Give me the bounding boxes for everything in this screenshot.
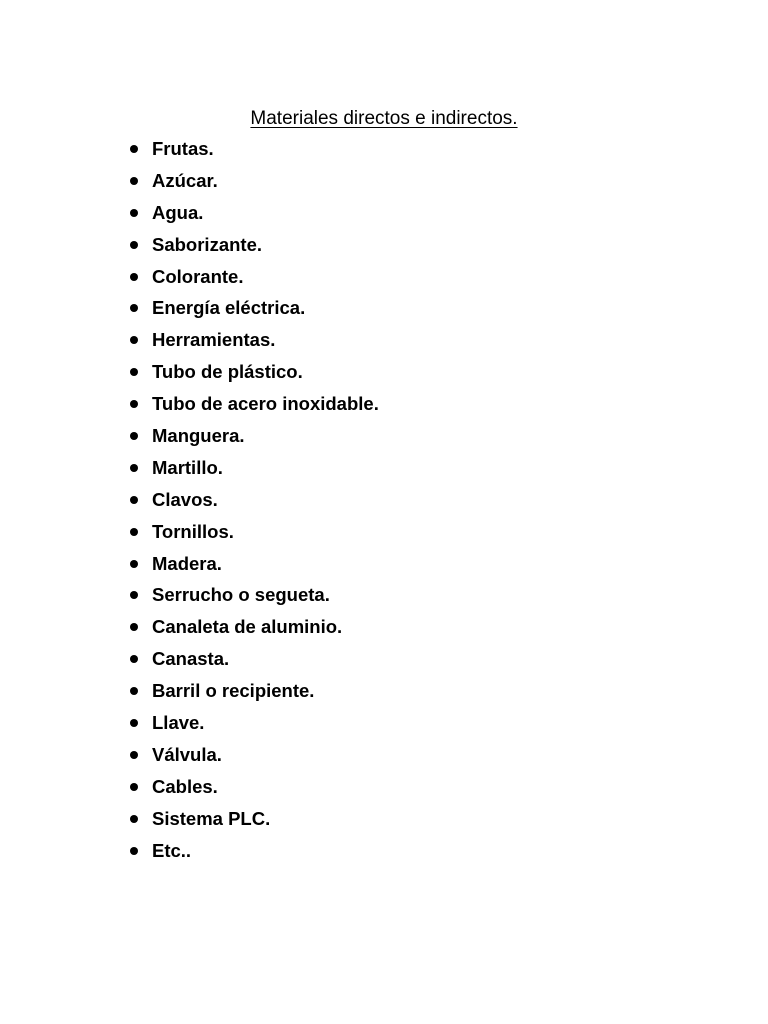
list-item-text: Canaleta de aluminio.: [152, 616, 343, 638]
list-item: [126, 197, 379, 229]
bullet-icon: [130, 623, 138, 631]
bullet-icon: [130, 209, 138, 217]
list-item: [126, 324, 379, 356]
list-item-text: Barril o recipiente.: [152, 680, 315, 702]
list-item: [126, 803, 379, 835]
bullet-icon: [130, 847, 138, 855]
list-item: [126, 516, 379, 548]
list-item-text: Colorante.: [152, 265, 244, 287]
bullet-icon: [130, 560, 138, 568]
page-title: [0, 105, 768, 133]
bullet-icon: [130, 496, 138, 504]
bullet-icon: [130, 687, 138, 695]
bullet-icon: [130, 655, 138, 663]
list-item-text: Herramientas.: [152, 329, 276, 351]
list-item-text: Energía eléctrica.: [152, 297, 306, 319]
bullet-icon: [130, 591, 138, 599]
list-item-text: Serrucho o segueta.: [152, 584, 330, 606]
list-item-text: Manguera.: [152, 425, 245, 447]
list-item-text: Clavos.: [152, 488, 218, 510]
list-item: [126, 579, 379, 611]
bullet-icon: [130, 528, 138, 536]
bullet-icon: [130, 719, 138, 727]
list-item: [126, 165, 379, 197]
list-item-text: Frutas.: [152, 138, 214, 159]
bullet-icon: [130, 368, 138, 376]
list-item: [126, 292, 379, 324]
bullet-icon: [130, 783, 138, 791]
list-item: [126, 771, 379, 803]
list-item: [126, 611, 379, 643]
list-item-text: Sistema PLC.: [152, 807, 271, 829]
bullet-icon: [130, 464, 138, 472]
list-item-text: Cables.: [152, 775, 218, 797]
list-item: [126, 229, 379, 261]
list-item: [126, 484, 379, 516]
list-item-text: Etc..: [152, 839, 192, 861]
list-item: [126, 739, 379, 771]
bullet-icon: [130, 336, 138, 344]
list-item-text: Tubo de acero inoxidable.: [152, 393, 379, 415]
list-item: [126, 548, 379, 580]
list-item-text: Madera.: [152, 552, 222, 574]
bullet-icon: [130, 304, 138, 312]
bullet-icon: [130, 815, 138, 823]
list-item-text: Tornillos.: [152, 520, 234, 542]
list-item: [126, 261, 379, 293]
list-item: [126, 356, 379, 388]
list-item: [126, 643, 379, 675]
list-item: [126, 675, 379, 707]
bullet-icon: [130, 432, 138, 440]
list-item-text: Canasta.: [152, 648, 230, 670]
list-item: [126, 388, 379, 420]
bullet-icon: [130, 177, 138, 185]
list-item-text: Tubo de plástico.: [152, 361, 303, 383]
list-item-text: Azúcar.: [152, 169, 218, 191]
bullet-icon: [130, 273, 138, 281]
list-item-text: Llave.: [152, 712, 205, 734]
bullet-icon: [130, 241, 138, 249]
list-item-text: Saborizante.: [152, 233, 262, 255]
list-item-text: Martillo.: [152, 456, 223, 478]
list-item: [126, 835, 379, 867]
bullet-icon: [130, 751, 138, 759]
list-item-text: Válvula.: [152, 743, 222, 765]
list-item: [126, 452, 379, 484]
materials-list: [126, 133, 379, 866]
page-title-text: Materiales directos e indirectos.: [250, 107, 518, 129]
list-item: [126, 420, 379, 452]
list-item-text: Agua.: [152, 201, 204, 223]
bullet-icon: [130, 145, 138, 153]
list-item: [126, 707, 379, 739]
bullet-icon: [130, 400, 138, 408]
list-item: [126, 133, 379, 165]
